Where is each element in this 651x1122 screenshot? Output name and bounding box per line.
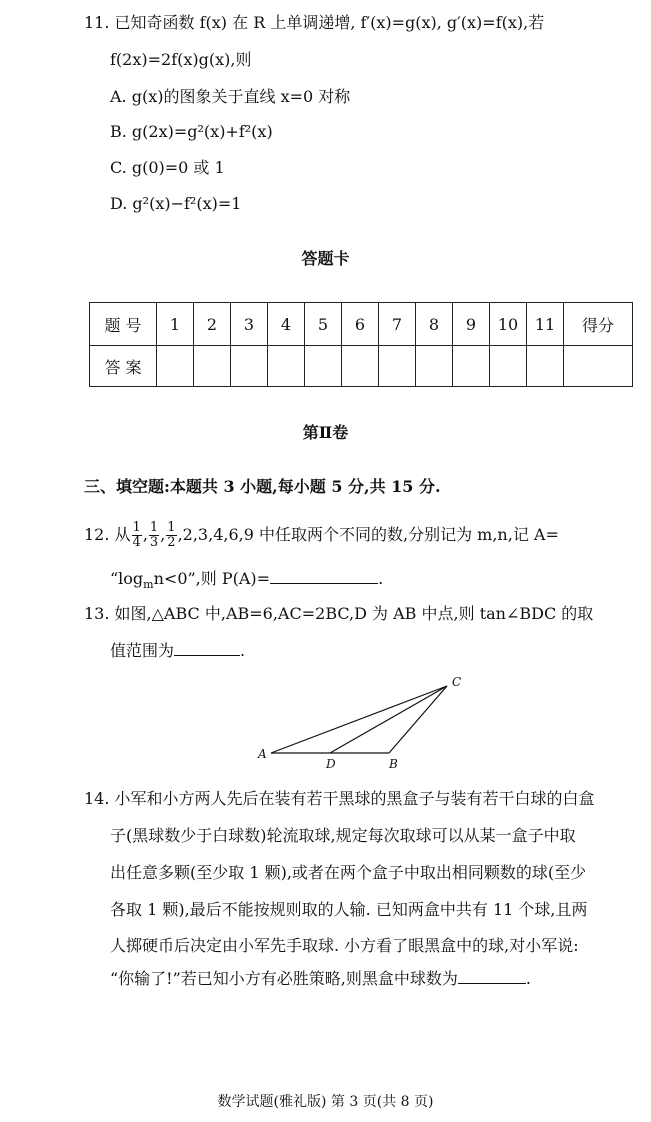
q11-option-a: A. g(x)的图象关于直线 x=0 对称 xyxy=(110,87,351,106)
q11-option-c: C. g(0)=0 或 1 xyxy=(110,158,225,177)
question-number-cell: 1 xyxy=(157,303,194,346)
row-label-answer: 答 案 xyxy=(90,346,157,387)
q14-stem-line5: 人掷硬币后决定由小军先手取球. 小方看了眼黑盒中的球,对小军说: xyxy=(110,936,579,955)
section-heading: 三、填空题:本题共 3 小题,每小题 5 分,共 15 分. xyxy=(84,477,441,496)
q14-answer-blank[interactable] xyxy=(458,967,526,984)
fraction-one-quarter: $\frac{1}{4}$ xyxy=(132,520,141,550)
q12-rest: ,2,3,4,6,9 中任取两个不同的数,分别记为 m,n,记 A= xyxy=(177,525,559,544)
segment-dc xyxy=(330,686,447,753)
q14-stem-line6: “你输了!”若已知小方有必胜策略,则黑盒中球数为 . xyxy=(110,969,531,988)
volume-title: 第Ⅱ卷 xyxy=(302,423,349,442)
page-footer: 数学试题(雅礼版) 第 3 页(共 8 页) xyxy=(217,1094,434,1110)
q12-prefix: 12. 从 xyxy=(84,525,131,544)
triangle-figure xyxy=(250,672,470,772)
answer-cell[interactable] xyxy=(157,346,194,387)
q14-stem-line3: 出任意多颗(至少取 1 颗),或者在两个盒子中取出相同颗数的球(至少 xyxy=(110,863,587,882)
q13-stem-line2: 值范围为 . xyxy=(110,641,246,660)
q14-stem-line2: 子(黑球数少于白球数)轮流取球,规定每次取球可以从某一盒子中取 xyxy=(110,826,576,845)
question-number-cell: 4 xyxy=(268,303,305,346)
answer-cell[interactable] xyxy=(490,346,527,387)
answer-cell[interactable] xyxy=(416,346,453,387)
q12-answer-blank[interactable] xyxy=(270,567,378,584)
question-number-cell: 8 xyxy=(416,303,453,346)
fraction-one-third: $\frac{1}{3}$ xyxy=(149,520,159,550)
answer-cell[interactable] xyxy=(527,346,564,387)
q13-stem-line1: 13. 如图,△ABC 中,AB=6,AC=2BC,D 为 AB 中点,则 tan∠BDC 的取 xyxy=(84,604,594,623)
answer-card-answer-row xyxy=(90,346,633,387)
answer-cell[interactable] xyxy=(453,346,490,387)
answer-cell[interactable] xyxy=(268,346,305,387)
question-number-cell: 6 xyxy=(342,303,379,346)
q11-option-d: D. g²(x)−f²(x)=1 xyxy=(110,194,242,213)
q11-stem-line2: f(2x)=2f(x)g(x),则 xyxy=(110,50,252,69)
answer-cell[interactable] xyxy=(194,346,231,387)
q12-stem-line1: 12. 从 $\frac{1}{4}$ , $\frac{1}{3}$ , $\frac{1}{2}$ ,2,3,4,6,9 中任取两个不同的数,分别记为 m,n,记 A= xyxy=(84,520,559,550)
point-label-d: D xyxy=(326,757,336,771)
point-label-c: C xyxy=(452,675,462,689)
row-label-question-number: 题 号 xyxy=(90,303,157,346)
q14-stem-line4: 各取 1 颗),最后不能按规则取的人输. 已知两盒中共有 11 个球,且两 xyxy=(110,900,588,919)
q13-answer-blank[interactable] xyxy=(174,639,240,656)
answer-cell[interactable] xyxy=(231,346,268,387)
question-number-cell: 5 xyxy=(305,303,342,346)
question-number-cell: 11 xyxy=(527,303,564,346)
answer-cell[interactable] xyxy=(305,346,342,387)
answer-card-title: 答题卡 xyxy=(301,249,350,268)
answer-cell[interactable] xyxy=(342,346,379,387)
q12-stem-line2: “$\log_mn<0$”,则 P(A)= . xyxy=(110,569,384,592)
answer-cell[interactable] xyxy=(379,346,416,387)
score-label-cell: 得分 xyxy=(564,303,633,346)
point-label-a: A xyxy=(258,747,267,761)
question-number-cell: 2 xyxy=(194,303,231,346)
fraction-one-half: $\frac{1}{2}$ xyxy=(167,520,176,550)
answer-card-table xyxy=(89,302,633,387)
q11-option-b: B. g(2x)=g²(x)+f²(x) xyxy=(110,122,273,141)
question-number-cell: 7 xyxy=(379,303,416,346)
answer-card-number-row xyxy=(90,303,633,346)
q11-stem-line1: 11. 已知奇函数 f(x) 在 R 上单调递增, f′(x)=g(x), g′(x)=f(x),若 xyxy=(84,13,545,32)
question-number-cell: 10 xyxy=(490,303,527,346)
question-number-cell: 9 xyxy=(453,303,490,346)
segment-bc xyxy=(389,686,447,753)
point-label-b: B xyxy=(389,757,398,771)
segment-ac xyxy=(271,686,447,753)
question-number-cell: 3 xyxy=(231,303,268,346)
score-cell[interactable] xyxy=(564,346,633,387)
q14-stem-line1: 14. 小军和小方两人先后在装有若干黑球的黑盒子与装有若干白球的白盒 xyxy=(84,789,595,808)
